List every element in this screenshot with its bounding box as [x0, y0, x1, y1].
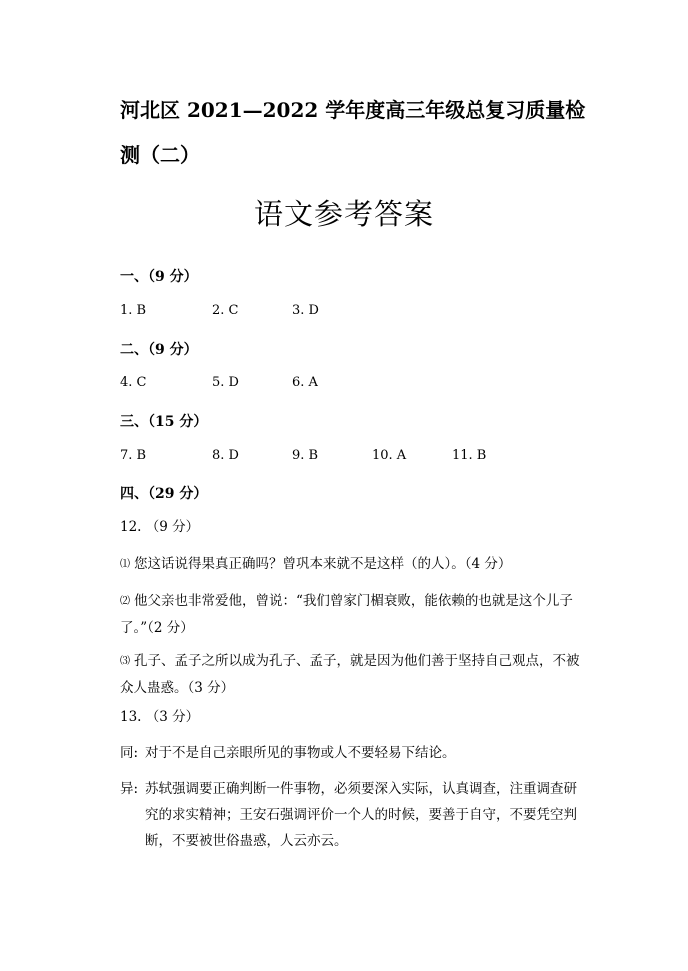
- answer-7: 7. B: [120, 448, 147, 463]
- answer-8: 8. D: [212, 448, 239, 463]
- answer-10: 10. A: [372, 448, 407, 463]
- q12-item-2: [120, 588, 580, 641]
- q12-item-1-text: 您这话说得果真正确吗？曾巩本来就不是这样（的人）。（4 分）: [134, 556, 512, 572]
- section-heading-2: 二、（9 分）: [120, 342, 198, 358]
- q12-item-2-marker: ⑵: [120, 596, 130, 607]
- answer-5: 5. D: [212, 375, 239, 390]
- question-13-label: 13. （3 分）: [120, 709, 200, 725]
- section-heading-4: 四、（29 分）: [120, 486, 208, 502]
- q13-diff-label: 异:: [120, 781, 139, 797]
- subject-title: 语文参考答案: [253, 197, 434, 231]
- q13-same-label: 同:: [120, 745, 139, 761]
- section-heading-1: 一、（9 分）: [120, 269, 198, 285]
- q13-diff-text: 苏轼强调要正确判断一件事物，必须要深入实际，认真调查，注重调查研究的求实精神；王安石强调评价一个人的时候，要善于自守，不要凭空判断，不要被世俗蛊惑，人云亦云。: [145, 781, 577, 849]
- answer-3: 3. D: [292, 303, 319, 318]
- q12-item-2-text: 他父亲也非常爱他，曾说：“我们曾家门楣衰败，能依赖的也就是这个儿子了。”（2 分）: [120, 593, 573, 636]
- q12-item-3-marker: ⑶: [120, 656, 130, 667]
- answer-4: 4. C: [120, 375, 147, 390]
- answer-9: 9. B: [292, 448, 319, 463]
- q12-item-1: [120, 551, 580, 578]
- document-title: 河北区 2021—2022 学年度高三年级总复习质量检测（二）: [120, 98, 586, 167]
- q12-item-1-marker: ⑴: [120, 559, 130, 570]
- q12-item-3-text: 孔子、孟子之所以成为孔子、孟子，就是因为他们善于坚持自己观点，不被众人蛊惑。（3 分）: [120, 653, 580, 696]
- q13-same: [120, 740, 580, 766]
- q13-same-text: 对于不是自己亲眼所见的事物或人不要轻易下结论。: [145, 745, 456, 761]
- answer-11: 11. B: [452, 448, 487, 463]
- answer-6: 6. A: [292, 375, 318, 390]
- answer-2: 2. C: [212, 303, 239, 318]
- q12-item-3: [120, 648, 580, 701]
- q13-diff: [120, 776, 580, 854]
- answer-1: 1. B: [120, 303, 147, 318]
- section-heading-3: 三、（15 分）: [120, 414, 208, 430]
- question-12-label: 12. （9 分）: [120, 519, 200, 535]
